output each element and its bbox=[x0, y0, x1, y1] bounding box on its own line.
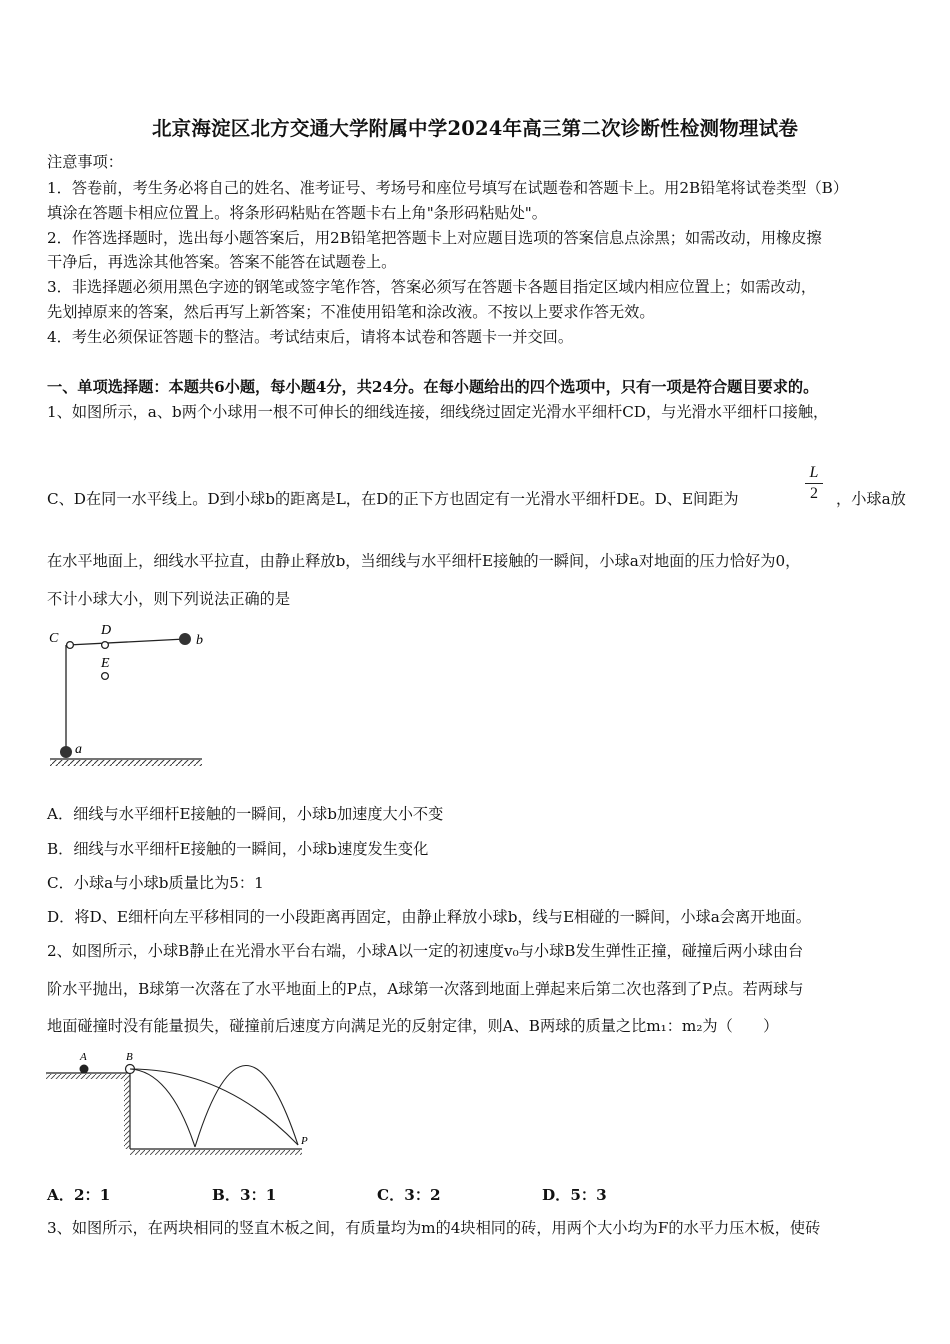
note-line: 3．非选择题必须用黑色字迹的钢笔或签字笔作答，答案必须写在答题卡各题目指定区域内相应位置上；如需改动， bbox=[47, 278, 817, 296]
q1-figure bbox=[40, 620, 220, 770]
label-p: P bbox=[301, 1135, 308, 1147]
note-line: 填涂在答题卡相应位置上。将条形码粘贴在答题卡右上角"条形码粘贴处"。 bbox=[47, 204, 547, 222]
notes-heading: 注意事项： bbox=[47, 153, 123, 171]
q2-text: 地面碰撞时没有能量损失，碰撞前后速度方向满足光的反射定律，则A、B两球的质量之比m₁：m₂为（ ） bbox=[47, 1017, 779, 1035]
q1-option-c: C．小球a与小球b质量比为5：1 bbox=[47, 874, 264, 892]
note-line: 干净后，再选涂其他答案。答案不能答在试题卷上。 bbox=[47, 253, 397, 271]
q3-text: 3、如图所示，在两块相同的竖直木板之间，有质量均为m的4块相同的砖，用两个大小均为F的水平力压木板，使砖 bbox=[47, 1219, 821, 1237]
q1-option-d: D．将D、E细杆向左平移相同的一小段距离再固定，由静止释放小球b，线与E相碰的一瞬间，小球a会离开地面。 bbox=[47, 908, 811, 926]
q2-option-a: A．2：1 bbox=[47, 1186, 111, 1204]
section-heading: 一、单项选择题：本题共6小题，每小题4分，共24分。在每小题给出的四个选项中，只有一项是符合题目要求的。 bbox=[47, 378, 819, 396]
note-line: 1．答卷前，考生务必将自己的姓名、准考证号、考场号和座位号填写在试题卷和答题卡上。用2B铅笔将试卷类型（B） bbox=[47, 179, 849, 197]
q1-text: 1、如图所示，a、b两个小球用一根不可伸长的细线连接，细线绕过固定光滑水平细杆CD，与光滑水平细杆口接触， bbox=[47, 403, 829, 421]
q1-text: 在水平地面上，细线水平拉直，由静止释放b，当细线与水平细杆E接触的一瞬间，小球a对地面的压力恰好为0， bbox=[47, 552, 801, 570]
label-b: B bbox=[126, 1051, 133, 1063]
q2-option-d: D．5：3 bbox=[542, 1186, 607, 1204]
note-line: 2．作答选择题时，选出每小题答案后，用2B铅笔把答题卡上对应题目选项的答案信息点涂黑；如需改动，用橡皮擦 bbox=[47, 229, 822, 247]
note-line: 4．考生必须保证答题卡的整洁。考试结束后，请将本试卷和答题卡一并交回。 bbox=[47, 328, 574, 346]
label-b: b bbox=[196, 633, 203, 648]
label-a: A bbox=[80, 1051, 87, 1063]
fraction-l-over-2: L 2 bbox=[803, 464, 825, 503]
label-c: C bbox=[49, 631, 59, 646]
page-title: 北京海淀区北方交通大学附属中学2024年高三第二次诊断性检测物理试卷 bbox=[151, 117, 799, 140]
q1-text: C、D在同一水平线上。D到小球b的距离是L，在D的正下方也固定有一光滑水平细杆DE。D、E间距为 bbox=[47, 490, 739, 508]
q2-option-c: C．3：2 bbox=[377, 1186, 441, 1204]
q2-figure bbox=[40, 1045, 320, 1160]
label-d: D bbox=[101, 623, 112, 638]
note-line: 先划掉原来的答案，然后再写上新答案；不准使用铅笔和涂改液。不按以上要求作答无效。 bbox=[47, 303, 655, 321]
label-e: E bbox=[101, 656, 110, 671]
q1-option-a: A．细线与水平细杆E接触的一瞬间，小球b加速度大小不变 bbox=[47, 805, 444, 823]
q2-text: 阶水平抛出，B球第一次落在了水平地面上的P点，A球第一次落到地面上弹起来后第二次也落到了P点。若两球与 bbox=[47, 980, 804, 998]
q2-text: 2、如图所示，小球B静止在光滑水平台右端，小球A以一定的初速度v₀与小球B发生弹性正撞，碰撞后两小球由台 bbox=[47, 942, 804, 960]
q1-text: ，小球a放 bbox=[836, 490, 906, 508]
q2-option-b: B．3：1 bbox=[212, 1186, 277, 1204]
q1-text: 不计小球大小，则下列说法正确的是 bbox=[47, 590, 290, 608]
label-a: a bbox=[75, 742, 82, 757]
q1-option-b: B．细线与水平细杆E接触的一瞬间，小球b速度发生变化 bbox=[47, 840, 429, 858]
